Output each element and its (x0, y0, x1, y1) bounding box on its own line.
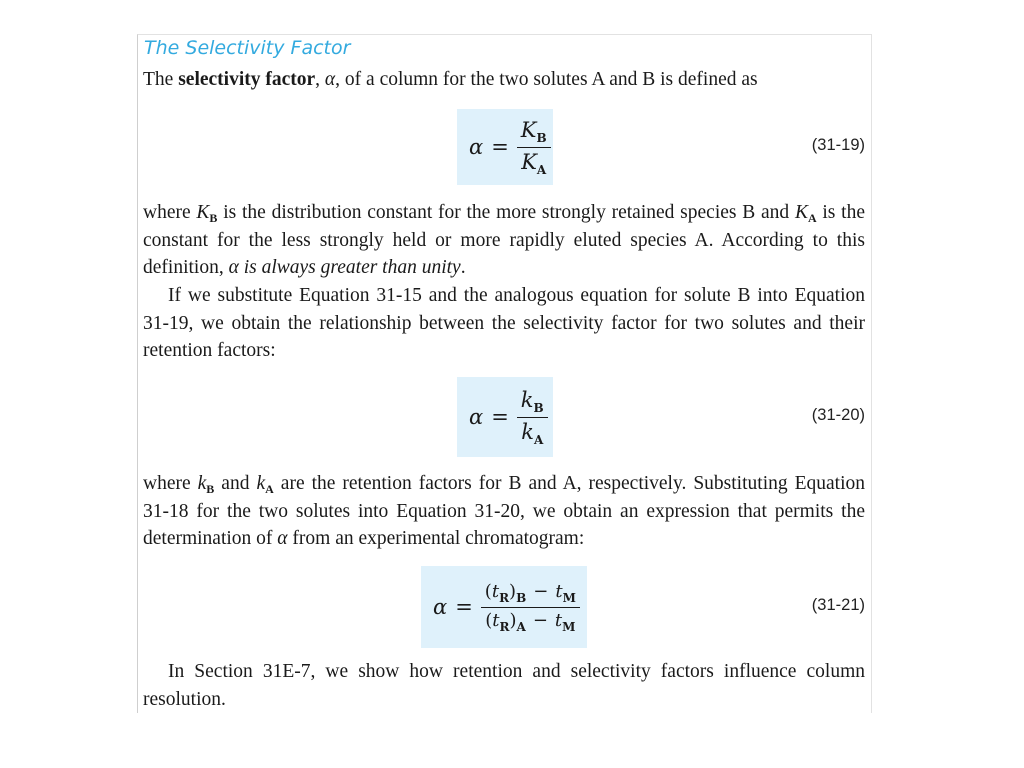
paragraph-definition (143, 66, 865, 94)
textbook-page (137, 34, 872, 713)
text: , (315, 69, 325, 90)
text: where (143, 473, 198, 494)
subscript: B (536, 130, 547, 145)
alpha-symbol: α (277, 528, 288, 549)
paren: ( (485, 609, 493, 631)
text: . (460, 257, 466, 278)
text: where (143, 202, 197, 223)
equals-sign: = (491, 135, 509, 159)
fraction (517, 388, 548, 447)
subscript: R (499, 619, 510, 634)
equals-sign: = (491, 405, 509, 429)
var-K: K (794, 202, 808, 223)
var-k: k (520, 387, 534, 412)
minus-sign: − (533, 580, 549, 602)
paragraph-retention-factors (143, 470, 865, 553)
var-t: t (554, 609, 563, 631)
italic-text: is always greater than unity (238, 257, 461, 278)
paren: ) (509, 609, 517, 631)
subscript: A (265, 482, 274, 496)
var-t: t (555, 580, 563, 602)
fraction (481, 581, 580, 634)
alpha-symbol: α (228, 257, 239, 278)
text: and (214, 473, 257, 494)
subscript: M (562, 590, 576, 605)
subscript: B (206, 482, 215, 496)
text: , of a column for the two solutes A and B is defined as (335, 69, 758, 90)
equation-number-31-19: (31-19) (811, 136, 865, 154)
subscript: B (209, 211, 218, 225)
alpha-symbol: α (469, 405, 484, 429)
var-k: k (256, 473, 266, 494)
var-K: K (196, 202, 210, 223)
minus-sign: − (532, 609, 548, 631)
alpha-symbol: α (433, 595, 448, 619)
fraction (517, 118, 551, 177)
var-k: k (521, 419, 534, 444)
text: is the constant for the less strongly held or more rapidly eluted species A. According to this definition, (143, 202, 865, 278)
denominator (517, 148, 550, 177)
text: are the retention factors for B and A, respectively. Substituting Equation 31-18 for the two solutes into Equation 31-20, we obtain an expression that permits the determination of (143, 473, 866, 549)
subscript: A (533, 432, 544, 447)
text: from an experimental chromatogram: (287, 528, 585, 549)
text: The (143, 69, 179, 90)
subscript: A (536, 162, 547, 177)
var-k: k (197, 473, 207, 494)
equation-box-31-19 (457, 109, 553, 185)
alpha-symbol: α (469, 135, 484, 159)
var-K: K (521, 149, 537, 174)
equation-box-31-21 (421, 566, 587, 648)
equation-number-31-21: (31-21) (811, 596, 865, 614)
var-K: K (520, 117, 537, 142)
numerator (481, 581, 580, 608)
var-t: t (491, 580, 500, 602)
equation-31-20 (469, 377, 548, 457)
equation-31-21 (433, 566, 580, 648)
paragraph-distribution-constants (143, 199, 865, 282)
subscript: B (533, 400, 544, 415)
paren: ) (509, 580, 517, 602)
equation-number-31-20: (31-20) (811, 406, 865, 424)
subscript: M (562, 619, 576, 634)
numerator (517, 388, 548, 418)
subscript: B (516, 590, 527, 605)
denominator (517, 418, 547, 447)
subscript: R (499, 590, 510, 605)
equals-sign: = (455, 595, 473, 619)
paragraph-substitution: If we substitute Equation 31-15 and the analogous equation for solute B into Equation 31-19, we obtain the relationship between the selectivity factor for two solutes and their retention factors: (143, 285, 865, 361)
numerator (517, 118, 551, 148)
denominator (481, 608, 579, 634)
alpha-symbol: α (324, 69, 336, 90)
term-selectivity-factor: selectivity factor (178, 69, 316, 90)
paragraph-resolution: In Section 31E-7, we show how retention and selectivity factors influence column resolution. (143, 661, 865, 710)
subscript: A (807, 211, 817, 225)
text: is the distribution constant for the more strongly retained species B and (217, 202, 795, 223)
section-title: The Selectivity Factor (144, 37, 351, 59)
equation-box-31-20 (457, 377, 553, 457)
subscript: A (516, 619, 526, 634)
equation-31-19 (469, 109, 551, 185)
var-t: t (492, 609, 500, 631)
paren: ( (484, 580, 492, 602)
